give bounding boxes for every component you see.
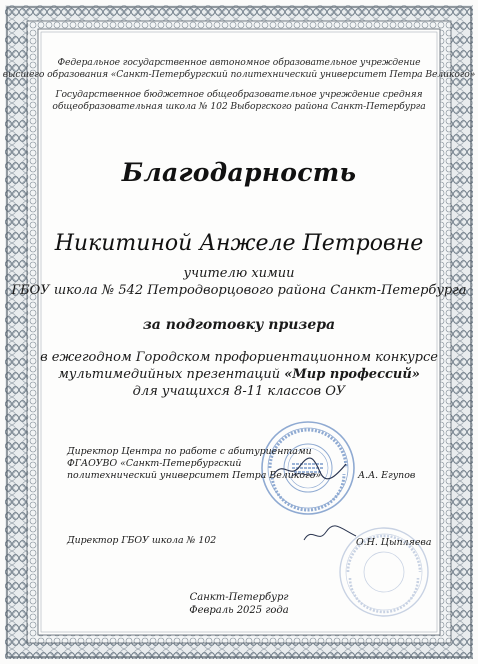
event-line2-prefix: мультимедийных презентаций	[58, 367, 285, 382]
director-school-signature	[300, 522, 360, 548]
issue-date: Февраль 2025 года	[189, 605, 289, 616]
certificate-title: Благодарность	[121, 158, 357, 187]
director-school-title: Директор ГБОУ школа № 102	[67, 535, 217, 546]
school-name-line2: общеобразовательная школа № 102 Выборгского района Санкт-Петербурга	[52, 101, 426, 112]
award-reason: за подготовку призера	[142, 317, 336, 333]
university-name-line2: высшего образования «Санкт-Петербургский политехнический университет Петра Великого»	[2, 69, 476, 80]
director-center-title-line2: ФГАОУВО «Санкт-Петербургский	[67, 458, 242, 469]
recipient-position: учителю химии	[183, 266, 295, 281]
director-center-title-line3: политехнический университет Петра Великого»	[67, 470, 322, 481]
director-school-name: О.Н. Цыпляева	[356, 537, 432, 548]
event-line2	[0, 367, 478, 382]
recipient-workplace: ГБОУ школа № 542 Петродворцового района Санкт-Петербурга	[11, 283, 467, 298]
university-name-line1: Федеральное государственное автономное образовательное учреждение	[57, 57, 421, 68]
director-center-signature	[270, 454, 350, 484]
school-name-line1: Государственное бюджетное общеобразовательное учреждение средняя	[55, 89, 423, 100]
director-center-name: А.А. Егупов	[358, 470, 416, 481]
event-name: «Мир профессий»	[284, 367, 420, 382]
director-center-title-line1: Директор Центра по работе с абитуриентами	[67, 446, 312, 457]
recipient-name: Никитиной Анжеле Петровне	[54, 231, 424, 256]
event-line3: для учащихся 8-11 классов ОУ	[132, 384, 346, 399]
event-line1: в ежегодном Городском профориентационном конкурсе	[40, 350, 438, 365]
issue-city: Санкт-Петербург	[189, 592, 289, 603]
